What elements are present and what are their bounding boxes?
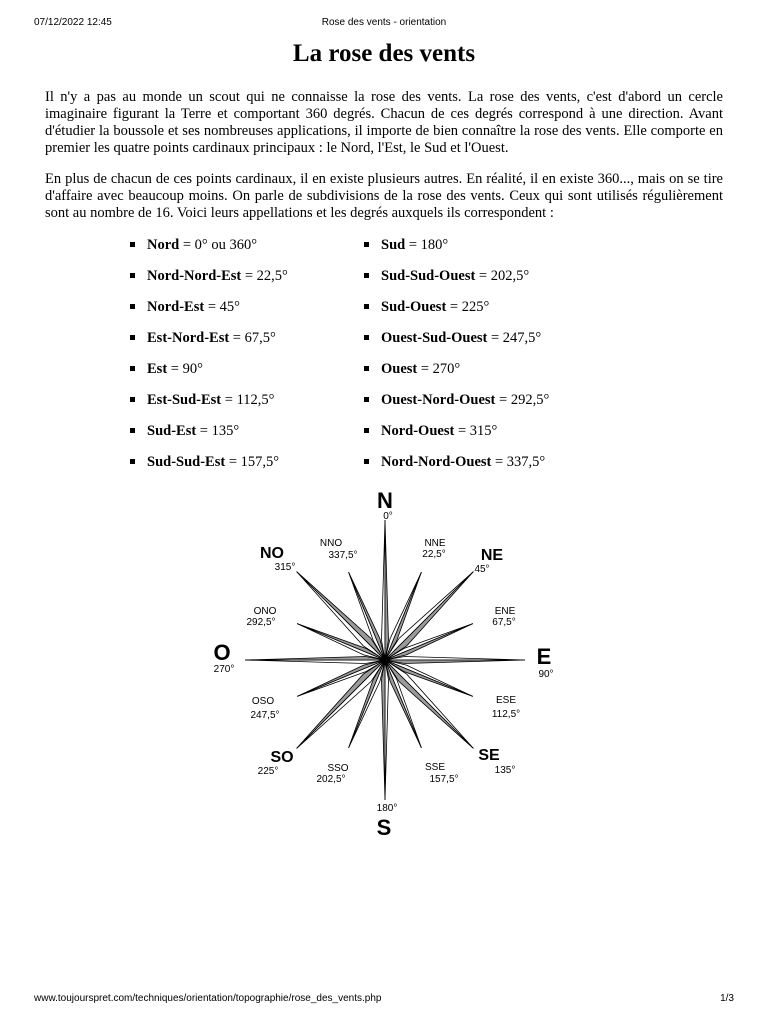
label-ene: ENE [494, 606, 516, 617]
label-nno: NNO [319, 538, 343, 549]
bullet-icon [130, 366, 135, 371]
label-ese-deg: 112,5° [491, 709, 521, 720]
label-ono: ONO [253, 606, 277, 617]
bullet-icon [130, 397, 135, 402]
label-sso: SSO [327, 763, 349, 774]
print-header-title: Rose des vents - orientation [321, 17, 447, 28]
label-o-deg: 270° [213, 664, 235, 675]
list-item: Sud-Sud-Ouest = 202,5° [364, 267, 549, 298]
page-number: 1/3 [720, 993, 734, 1004]
rose-point-intercardinal [297, 572, 385, 660]
list-item: Nord = 0° ou 360° [130, 236, 288, 267]
label-so-deg: 225° [257, 766, 279, 777]
bullet-icon [130, 242, 135, 247]
rose-point-cardinal [382, 660, 386, 800]
rose-point-cardinal [245, 657, 385, 661]
bullet-icon [364, 304, 369, 309]
list-item: Nord-Nord-Est = 22,5° [130, 267, 288, 298]
label-nno-deg: 337,5° [328, 550, 358, 561]
label-n-deg: 0° [383, 511, 393, 522]
page-title: La rose des vents [292, 40, 476, 67]
bullet-icon [364, 397, 369, 402]
bullet-icon [130, 304, 135, 309]
label-ene-deg: 67,5° [492, 617, 516, 628]
list-item: Est-Nord-Est = 67,5° [130, 329, 288, 360]
bullet-icon [130, 459, 135, 464]
label-e: E [536, 644, 552, 669]
list-item: Est-Sud-Est = 112,5° [130, 391, 288, 422]
bullet-icon [130, 428, 135, 433]
bullet-icon [364, 273, 369, 278]
directions-list-right [364, 236, 549, 484]
label-se: SE [478, 747, 500, 764]
bullet-icon [364, 428, 369, 433]
list-item: Nord-Nord-Ouest = 337,5° [364, 453, 549, 484]
label-sse-deg: 157,5° [429, 774, 459, 785]
label-n: N [377, 488, 393, 513]
list-item: Ouest = 270° [364, 360, 549, 391]
label-s: S [376, 815, 392, 840]
label-nne-deg: 22,5° [422, 549, 446, 560]
bullet-icon [364, 242, 369, 247]
label-nne: NNE [424, 538, 446, 549]
rose-point-cardinal [385, 520, 389, 660]
label-ono-deg: 292,5° [246, 617, 276, 628]
rose-point-intercardinal [385, 572, 473, 660]
bullet-icon [364, 335, 369, 340]
bullet-icon [130, 273, 135, 278]
directions-list-left [130, 236, 288, 484]
bullet-icon [364, 459, 369, 464]
print-date: 07/12/2022 12:45 [34, 17, 112, 28]
list-item: Ouest-Sud-Ouest = 247,5° [364, 329, 549, 360]
rose-point-cardinal [385, 660, 389, 800]
label-sse: SSE [424, 762, 446, 773]
label-so: SO [270, 749, 294, 766]
list-item: Sud = 180° [364, 236, 549, 267]
label-oso: OSO [251, 696, 275, 707]
list-item: Sud-Sud-Est = 157,5° [130, 453, 288, 484]
list-item: Sud-Est = 135° [130, 422, 288, 453]
list-item: Est = 90° [130, 360, 288, 391]
footer-url: www.toujourspret.com/techniques/orientation/topographie/rose_des_vents.php [34, 993, 382, 1004]
rose-point-cardinal [245, 660, 385, 664]
bullet-icon [364, 366, 369, 371]
list-item: Nord-Ouest = 315° [364, 422, 549, 453]
bullet-icon [130, 335, 135, 340]
rose-point-cardinal [382, 520, 386, 660]
label-no: NO [260, 545, 284, 562]
label-o: O [213, 640, 231, 665]
label-s-deg: 180° [376, 803, 398, 814]
label-no-deg: 315° [274, 562, 296, 573]
label-e-deg: 90° [538, 669, 554, 680]
rose-point-cardinal [385, 660, 525, 664]
intro-paragraph: Il n'y a pas au monde un scout qui ne connaisse la rose des vents. La rose des vents, c'est d'abord un cercle imaginaire figurant la Terre et comportant 360 degrés. Chacun de ces degrés correspond à une direction. Avant d'étudier la boussole et ses nombreuses applications, il importe de bien connaître la rose des vents. Elle comporte en premier les quatre points cardinaux principaux : le Nord, l'Est, le Sud et l'Ouest. [45, 89, 723, 156]
rose-point-intercardinal [385, 660, 473, 748]
rose-point-cardinal [385, 657, 525, 661]
list-item: Ouest-Nord-Ouest = 292,5° [364, 391, 549, 422]
list-item: Nord-Est = 45° [130, 298, 288, 329]
label-ese: ESE [495, 695, 517, 706]
label-se-deg: 135° [494, 765, 516, 776]
label-sso-deg: 202,5° [316, 774, 346, 785]
label-oso-deg: 247,5° [250, 710, 280, 721]
label-ne: NE [480, 547, 504, 564]
label-ne-deg: 45° [474, 564, 490, 575]
rose-point-intercardinal [297, 660, 385, 748]
list-item: Sud-Ouest = 225° [364, 298, 549, 329]
compass-rose-diagram [195, 480, 575, 840]
subdivisions-paragraph: En plus de chacun de ces points cardinaux, il en existe plusieurs autres. En réalité, il en existe 360..., mais on se tire d'affaire avec beaucoup moins. On parle de subdivisions de la rose des vents. Ceux qui sont utilisés régulièrement sont au nombre de 16. Voici leurs appellations et les degrés auxquels ils correspondent : [45, 171, 723, 221]
